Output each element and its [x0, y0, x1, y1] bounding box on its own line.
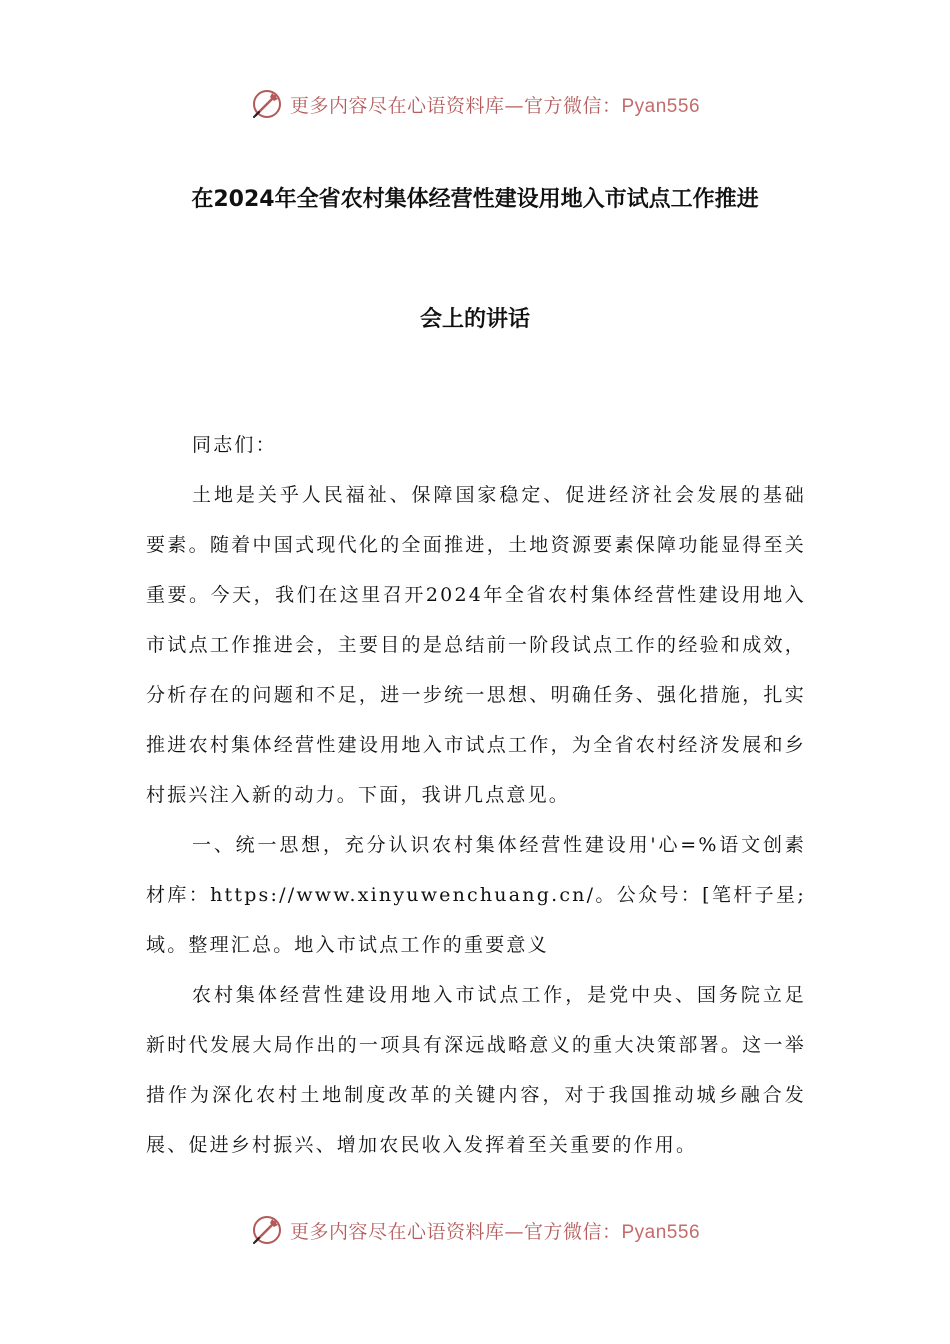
- watermark-text: 更多内容尽在心语资料库—官方微信：Pyan556: [289, 94, 701, 117]
- pen-logo-icon: [250, 1213, 284, 1247]
- footer-watermark: [0, 1210, 950, 1250]
- paragraph-significance: 农村集体经营性建设用地入市试点工作，是党中央、国务院立足新时代发展大局作出的一项具有深远战略意义的重大决策部署。这一举措作为深化农村土地制度改革的关键内容，对于我国推动城乡融合发展、促进乡村振兴、增加农民收入发挥着至关重要的作用。: [146, 984, 806, 1156]
- paragraph-intro: 土地是关乎人民福祉、保障国家稳定、促进经济社会发展的基础要素。随着中国式现代化的全面推进，土地资源要素保障功能显得至关重要。今天，我们在这里召开2024年全省农村集体经营性建设用地入市试点工作推进会，主要目的是总结前一阶段试点工作的经验和成效，分析存在的问题和不足，进一步统一思想、明确任务、强化措施，扎实推进农村集体经营性建设用地入市试点工作，为全省农村经济发展和乡村振兴注入新的动力。下面，我讲几点意见。: [146, 484, 806, 806]
- paragraph-section-heading: 一、统一思想，充分认识农村集体经营性建设用'心=%语文创素材库：https://www.xinyuwenchuang.cn/。公众号：[笔杆子星;域。整理汇总。地入市试点工作的重要意义: [146, 834, 806, 956]
- page-title-line-1: 在2024年全省农村集体经营性建设用地入市试点工作推进: [191, 187, 759, 212]
- header-watermark: [0, 84, 950, 124]
- watermark-text: 更多内容尽在心语资料库—官方微信：Pyan556: [289, 1220, 701, 1243]
- document-body: [146, 420, 806, 1170]
- watermark-id: Pyan556: [621, 95, 701, 117]
- watermark-id: Pyan556: [621, 1221, 701, 1243]
- paragraph-salutation: 同志们：: [192, 434, 277, 456]
- pen-logo-icon: [250, 87, 284, 121]
- page-title-line-2: 会上的讲话: [419, 307, 530, 332]
